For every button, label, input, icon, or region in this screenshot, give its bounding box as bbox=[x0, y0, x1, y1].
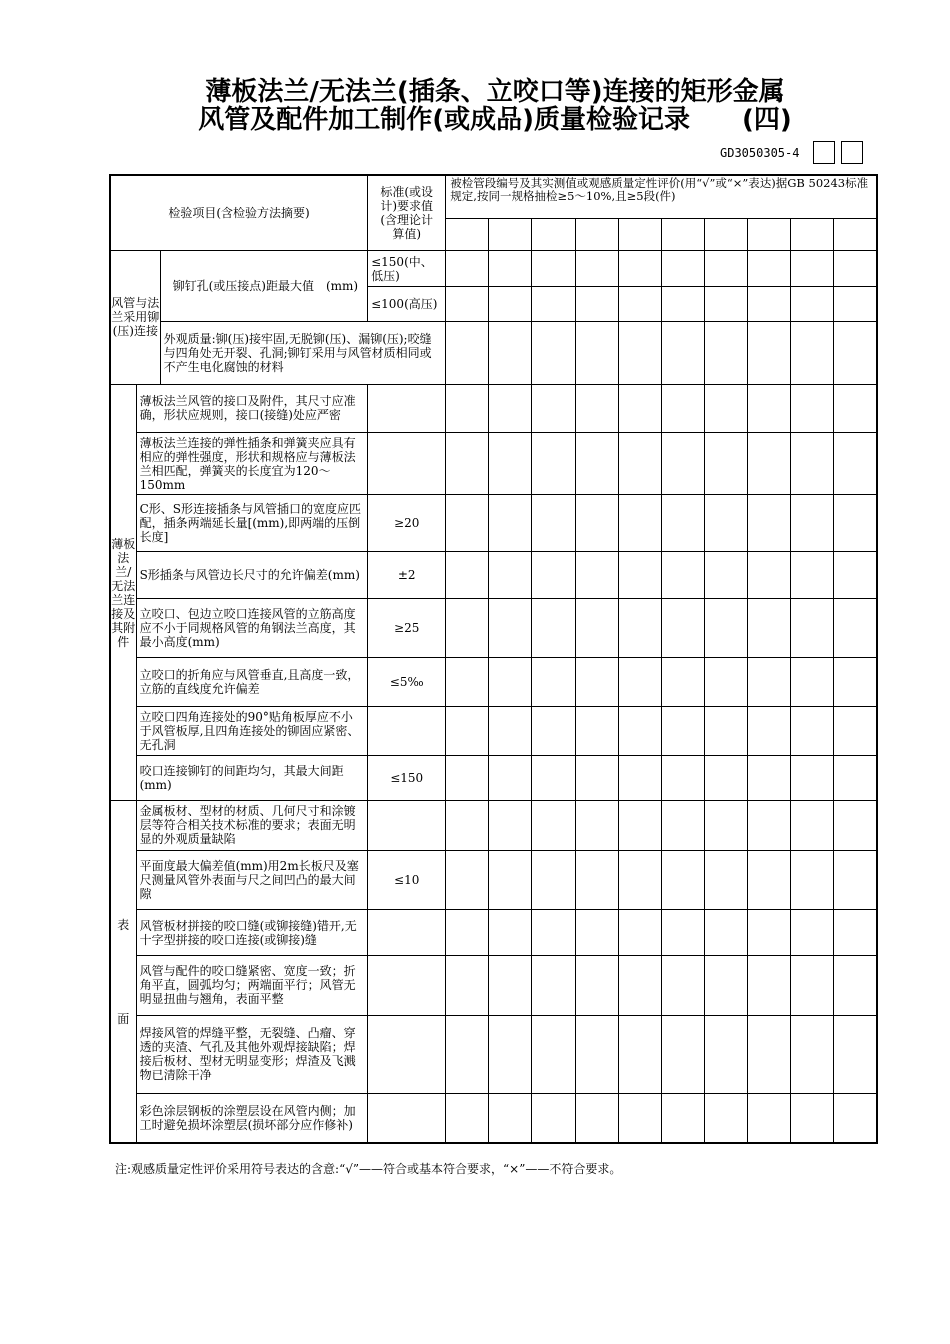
sec2-item-std: ±2 bbox=[368, 551, 446, 598]
sec2-eval-cell[interactable] bbox=[704, 433, 747, 495]
sec1-eval-cell[interactable] bbox=[834, 322, 877, 384]
rivet-label: 铆钉孔(或压接点)距最大值 (mm) bbox=[160, 250, 368, 321]
sec2-eval-cell[interactable] bbox=[446, 384, 489, 432]
header-eval-cell[interactable] bbox=[489, 218, 532, 250]
sec3-eval-cell[interactable] bbox=[618, 801, 661, 850]
header-eval-cell[interactable] bbox=[704, 218, 747, 250]
sec2-item-std bbox=[368, 433, 446, 495]
sec3-eval-cell[interactable] bbox=[704, 909, 747, 955]
sec1-row-low bbox=[110, 250, 877, 286]
header-eval-cell[interactable] bbox=[791, 218, 834, 250]
sec1-label: 风管与法兰采用铆(压)连接 bbox=[110, 250, 160, 384]
sec3-eval-cell[interactable] bbox=[575, 850, 618, 909]
sec2-eval-cell[interactable] bbox=[704, 599, 747, 658]
sec3-eval-cell[interactable] bbox=[747, 850, 790, 909]
sec3-item-text: 平面度最大偏差值(mm)用2m长板尺及塞尺测量风管外表面与尺之间凹凸的最大间隙 bbox=[136, 850, 368, 909]
sec3-eval-cell[interactable] bbox=[791, 909, 834, 955]
sec3-eval-cell[interactable] bbox=[575, 1015, 618, 1093]
title-line-1: 薄板法兰/无法兰(插条、立咬口等)连接的矩形金属 bbox=[205, 77, 785, 107]
sec3-eval-cell[interactable] bbox=[489, 801, 532, 850]
sec1-eval-cell[interactable] bbox=[575, 287, 618, 322]
sec3-eval-cell[interactable] bbox=[446, 1094, 489, 1143]
sec2-item-text: C形、S形连接插条与风管插口的宽度应匹配，插条两端延长量[(mm),即两端的压倒长度] bbox=[136, 495, 368, 551]
sec2-eval-cell[interactable] bbox=[661, 551, 704, 598]
sec2-eval-cell[interactable] bbox=[489, 551, 532, 598]
sec2-eval-cell[interactable] bbox=[661, 706, 704, 755]
sec1-eval-cell[interactable] bbox=[834, 287, 877, 322]
sec2-item-text: 薄板法兰风管的接口及附件，其尺寸应准确，形状应规则，接口(接缝)处应严密 bbox=[136, 384, 368, 432]
sec2-item-std: ≤5‰ bbox=[368, 658, 446, 706]
inspection-table bbox=[109, 174, 878, 1144]
sec3-label-1: 表 bbox=[117, 917, 130, 932]
sec2-item-text: 咬口连接铆钉的间距均匀，其最大间距 (mm) bbox=[136, 756, 368, 801]
sec3-eval-cell[interactable] bbox=[791, 801, 834, 850]
sec2-eval-cell[interactable] bbox=[661, 599, 704, 658]
sec3-eval-cell[interactable] bbox=[704, 1094, 747, 1143]
sec2-eval-cell[interactable] bbox=[791, 384, 834, 432]
sec2-eval-cell[interactable] bbox=[618, 706, 661, 755]
sec1-eval-cell[interactable] bbox=[791, 250, 834, 286]
sec2-eval-cell[interactable] bbox=[704, 756, 747, 801]
sec3-eval-cell[interactable] bbox=[532, 1015, 575, 1093]
sec3-eval-cell[interactable] bbox=[532, 956, 575, 1015]
sec2-item-std: ≤150 bbox=[368, 756, 446, 801]
sec1-eval-cell[interactable] bbox=[446, 250, 489, 286]
sec2-eval-cell[interactable] bbox=[489, 384, 532, 432]
footnote: 注:观感质量定性评价采用符号表达的含意:“√”——符合或基本符合要求，“×”——不符合要求。 bbox=[115, 1162, 622, 1176]
form-code-box-1[interactable] bbox=[813, 141, 835, 164]
sec1-eval-cell[interactable] bbox=[834, 250, 877, 286]
sec2-eval-cell[interactable] bbox=[575, 756, 618, 801]
sec3-eval-cell[interactable] bbox=[704, 850, 747, 909]
sec2-eval-cell[interactable] bbox=[446, 756, 489, 801]
sec1-eval-cell[interactable] bbox=[747, 322, 790, 384]
sec3-eval-cell[interactable] bbox=[747, 801, 790, 850]
sec1-eval-cell[interactable] bbox=[791, 322, 834, 384]
sec3-eval-cell[interactable] bbox=[489, 1015, 532, 1093]
sec2-eval-cell[interactable] bbox=[446, 658, 489, 706]
sec3-eval-cell[interactable] bbox=[446, 801, 489, 850]
sec2-eval-cell[interactable] bbox=[575, 384, 618, 432]
sec2-eval-cell[interactable] bbox=[618, 384, 661, 432]
header-eval-cell[interactable] bbox=[446, 218, 489, 250]
sec1-eval-cell[interactable] bbox=[618, 287, 661, 322]
sec2-eval-cell[interactable] bbox=[575, 495, 618, 551]
sec1-eval-cell[interactable] bbox=[446, 322, 489, 384]
sec3-eval-cell[interactable] bbox=[834, 909, 877, 955]
sec2-row bbox=[110, 433, 877, 495]
sec2-item-text: 薄板法兰连接的弹性插条和弹簧夹应具有相应的弹性强度，形状和规格应与薄板法兰相匹配，弹簧夹的长度宜为120～150mm bbox=[136, 433, 368, 495]
sec3-row bbox=[110, 1094, 877, 1143]
sec3-eval-cell[interactable] bbox=[704, 1015, 747, 1093]
sec1-eval-cell[interactable] bbox=[618, 322, 661, 384]
sec1-eval-cell[interactable] bbox=[747, 287, 790, 322]
sec3-eval-cell[interactable] bbox=[446, 956, 489, 1015]
sec3-eval-cell[interactable] bbox=[489, 956, 532, 1015]
sec2-label: 薄板法兰/无法兰连接及其附件 bbox=[110, 384, 136, 801]
sec3-item-text: 金属板材、型材的材质、几何尺寸和涂镀层等符合相关技术标准的要求；表面无明显的外观质量缺陷 bbox=[136, 801, 368, 850]
sec2-eval-cell[interactable] bbox=[791, 433, 834, 495]
header-eval-cell[interactable] bbox=[661, 218, 704, 250]
sec3-eval-cell[interactable] bbox=[791, 1094, 834, 1143]
sec2-eval-cell[interactable] bbox=[446, 495, 489, 551]
sec2-eval-cell[interactable] bbox=[834, 756, 877, 801]
sec1-eval-cell[interactable] bbox=[704, 287, 747, 322]
sec2-row bbox=[110, 756, 877, 801]
sec3-eval-cell[interactable] bbox=[661, 956, 704, 1015]
sec1-eval-cell[interactable] bbox=[704, 322, 747, 384]
title-line-2: 风管及配件加工制作(或成品)质量检验记录 (四) bbox=[198, 105, 792, 135]
sec2-item-std: ≥20 bbox=[368, 495, 446, 551]
sec2-eval-cell[interactable] bbox=[747, 706, 790, 755]
sec3-item-std: ≤10 bbox=[368, 850, 446, 909]
sec2-eval-cell[interactable] bbox=[834, 433, 877, 495]
sec2-item-std bbox=[368, 706, 446, 755]
sec3-eval-cell[interactable] bbox=[661, 1094, 704, 1143]
sec1-eval-cell[interactable] bbox=[532, 287, 575, 322]
sec2-eval-cell[interactable] bbox=[704, 658, 747, 706]
sec2-eval-cell[interactable] bbox=[834, 658, 877, 706]
sec2-eval-cell[interactable] bbox=[747, 658, 790, 706]
sec2-eval-cell[interactable] bbox=[532, 433, 575, 495]
sec3-eval-cell[interactable] bbox=[834, 850, 877, 909]
sec2-eval-cell[interactable] bbox=[446, 551, 489, 598]
sec3-item-std bbox=[368, 909, 446, 955]
sec2-row bbox=[110, 551, 877, 598]
sec1-eval-cell[interactable] bbox=[618, 250, 661, 286]
sec2-eval-cell[interactable] bbox=[661, 658, 704, 706]
sec2-row bbox=[110, 706, 877, 755]
sec2-item-text: 立咬口、包边立咬口连接风管的立筋高度应不小于同规格风管的角钢法兰高度，其最小高度(mm) bbox=[136, 599, 368, 658]
sec2-eval-cell[interactable] bbox=[532, 706, 575, 755]
header-standard: 标准(或设计)要求值(含理论计算值) bbox=[368, 175, 446, 250]
sec3-eval-cell[interactable] bbox=[532, 1094, 575, 1143]
sec2-eval-cell[interactable] bbox=[791, 599, 834, 658]
sec3-eval-cell[interactable] bbox=[446, 909, 489, 955]
sec3-item-std bbox=[368, 801, 446, 850]
sec2-eval-cell[interactable] bbox=[747, 599, 790, 658]
header-eval: 被检管段编号及其实测值或观感质量定性评价(用“√”或“×”表达)据GB 50243标准规定,按同一规格抽检≥5～10%,且≥5段(件) bbox=[446, 175, 877, 218]
sec3-eval-cell[interactable] bbox=[661, 909, 704, 955]
sec3-eval-cell[interactable] bbox=[489, 850, 532, 909]
sec1-eval-cell[interactable] bbox=[532, 322, 575, 384]
sec3-label-2: 面 bbox=[117, 1011, 130, 1026]
sec3-eval-cell[interactable] bbox=[791, 1015, 834, 1093]
sec2-item-text: S形插条与风管边长尺寸的允许偏差(mm) bbox=[136, 551, 368, 598]
sec3-eval-cell[interactable] bbox=[661, 850, 704, 909]
sec2-eval-cell[interactable] bbox=[575, 599, 618, 658]
sec2-eval-cell[interactable] bbox=[618, 756, 661, 801]
sec3-eval-cell[interactable] bbox=[704, 956, 747, 1015]
sec2-eval-cell[interactable] bbox=[575, 658, 618, 706]
sec3-eval-cell[interactable] bbox=[834, 1094, 877, 1143]
sec3-eval-cell[interactable] bbox=[834, 1015, 877, 1093]
sec3-row bbox=[110, 956, 877, 1015]
sec1-eval-cell[interactable] bbox=[661, 250, 704, 286]
sec3-eval-cell[interactable] bbox=[575, 909, 618, 955]
sec2-eval-cell[interactable] bbox=[489, 599, 532, 658]
sec3-eval-cell[interactable] bbox=[618, 956, 661, 1015]
sec2-row bbox=[110, 495, 877, 551]
sec2-eval-cell[interactable] bbox=[489, 433, 532, 495]
sec3-eval-cell[interactable] bbox=[747, 909, 790, 955]
sec3-eval-cell[interactable] bbox=[704, 801, 747, 850]
sec2-eval-cell[interactable] bbox=[704, 384, 747, 432]
sec2-row bbox=[110, 599, 877, 658]
sec1-eval-cell[interactable] bbox=[661, 322, 704, 384]
sec2-item-text: 立咬口的折角应与风管垂直,且高度一致，立筋的直线度允许偏差 bbox=[136, 658, 368, 706]
sec2-eval-cell[interactable] bbox=[834, 495, 877, 551]
sec1-eval-cell[interactable] bbox=[489, 250, 532, 286]
sec3-label bbox=[110, 801, 136, 1143]
sec2-eval-cell[interactable] bbox=[704, 495, 747, 551]
sec2-eval-cell[interactable] bbox=[747, 384, 790, 432]
sec1-eval-cell[interactable] bbox=[532, 250, 575, 286]
sec2-eval-cell[interactable] bbox=[446, 706, 489, 755]
sec3-eval-cell[interactable] bbox=[532, 850, 575, 909]
sec3-eval-cell[interactable] bbox=[747, 956, 790, 1015]
header-eval-cell[interactable] bbox=[618, 218, 661, 250]
sec2-eval-cell[interactable] bbox=[532, 599, 575, 658]
sec2-eval-cell[interactable] bbox=[747, 756, 790, 801]
sec2-eval-cell[interactable] bbox=[834, 384, 877, 432]
sec3-eval-cell[interactable] bbox=[618, 1015, 661, 1093]
sec3-eval-cell[interactable] bbox=[618, 909, 661, 955]
sec2-row bbox=[110, 658, 877, 706]
form-code-box-2[interactable] bbox=[841, 141, 863, 164]
sec3-eval-cell[interactable] bbox=[661, 1015, 704, 1093]
sec1-appearance: 外观质量:铆(压)接牢固,无脱铆(压)、漏铆(压);咬缝与四角处无开裂、孔洞;铆钉采用与风管材质相同或不产生电化腐蚀的材料 bbox=[160, 322, 446, 384]
sec3-item-std bbox=[368, 1094, 446, 1143]
sec3-eval-cell[interactable] bbox=[834, 801, 877, 850]
sec3-eval-cell[interactable] bbox=[489, 909, 532, 955]
sec1-eval-cell[interactable] bbox=[575, 322, 618, 384]
sec2-eval-cell[interactable] bbox=[791, 658, 834, 706]
sec3-eval-cell[interactable] bbox=[489, 1094, 532, 1143]
sec3-eval-cell[interactable] bbox=[532, 801, 575, 850]
sec1-eval-cell[interactable] bbox=[747, 250, 790, 286]
sec3-item-text: 彩色涂层钢板的涂塑层设在风管内侧；加工时避免损坏涂塑层(损坏部分应作修补) bbox=[136, 1094, 368, 1143]
sec3-eval-cell[interactable] bbox=[747, 1015, 790, 1093]
sec1-eval-cell[interactable] bbox=[704, 250, 747, 286]
sec2-eval-cell[interactable] bbox=[704, 706, 747, 755]
sec3-item-text: 焊接风管的焊缝平整，无裂缝、凸瘤、穿透的夹渣、气孔及其他外观焊接缺陷；焊接后板材、型材无明显变形；焊渣及飞溅物已清除干净 bbox=[136, 1015, 368, 1093]
sec2-item-std: ≥25 bbox=[368, 599, 446, 658]
sec3-eval-cell[interactable] bbox=[575, 801, 618, 850]
header-eval-cell[interactable] bbox=[532, 218, 575, 250]
sec2-eval-cell[interactable] bbox=[747, 433, 790, 495]
sec3-item-std bbox=[368, 956, 446, 1015]
sec2-eval-cell[interactable] bbox=[489, 756, 532, 801]
sec2-eval-cell[interactable] bbox=[704, 551, 747, 598]
sec2-eval-cell[interactable] bbox=[489, 495, 532, 551]
form-code: GD3050305-4 bbox=[720, 146, 800, 160]
sec2-eval-cell[interactable] bbox=[618, 658, 661, 706]
rivet-std-high: ≤100(高压) bbox=[368, 287, 446, 322]
sec1-eval-cell[interactable] bbox=[791, 287, 834, 322]
sec1-eval-cell[interactable] bbox=[489, 287, 532, 322]
sec1-row-appearance bbox=[110, 322, 877, 384]
sec3-eval-cell[interactable] bbox=[575, 1094, 618, 1143]
sec3-row bbox=[110, 801, 877, 850]
sec2-eval-cell[interactable] bbox=[532, 495, 575, 551]
sec3-eval-cell[interactable] bbox=[661, 801, 704, 850]
sec2-eval-cell[interactable] bbox=[575, 433, 618, 495]
sec2-eval-cell[interactable] bbox=[532, 756, 575, 801]
sec2-eval-cell[interactable] bbox=[661, 384, 704, 432]
sec1-eval-cell[interactable] bbox=[661, 287, 704, 322]
sec2-eval-cell[interactable] bbox=[834, 599, 877, 658]
sec2-item-text: 立咬口四角连接处的90°贴角板厚应不小于风管板厚,且四角连接处的铆固应紧密、无孔洞 bbox=[136, 706, 368, 755]
sec2-eval-cell[interactable] bbox=[661, 495, 704, 551]
sec2-eval-cell[interactable] bbox=[532, 551, 575, 598]
sec3-eval-cell[interactable] bbox=[532, 909, 575, 955]
sec2-eval-cell[interactable] bbox=[618, 495, 661, 551]
sec3-eval-cell[interactable] bbox=[791, 850, 834, 909]
sec2-eval-cell[interactable] bbox=[791, 495, 834, 551]
sec2-eval-cell[interactable] bbox=[791, 551, 834, 598]
sec3-row bbox=[110, 850, 877, 909]
sec3-row bbox=[110, 1015, 877, 1093]
sec2-eval-cell[interactable] bbox=[834, 551, 877, 598]
header-eval-cell[interactable] bbox=[834, 218, 877, 250]
sec2-eval-cell[interactable] bbox=[575, 551, 618, 598]
header-eval-cell[interactable] bbox=[747, 218, 790, 250]
sec3-eval-cell[interactable] bbox=[834, 956, 877, 1015]
sec2-eval-cell[interactable] bbox=[791, 706, 834, 755]
sec2-eval-cell[interactable] bbox=[446, 433, 489, 495]
sec3-row bbox=[110, 909, 877, 955]
sec1-eval-cell[interactable] bbox=[489, 322, 532, 384]
sec3-eval-cell[interactable] bbox=[446, 1015, 489, 1093]
sec3-eval-cell[interactable] bbox=[791, 956, 834, 1015]
sec2-eval-cell[interactable] bbox=[747, 495, 790, 551]
sec2-eval-cell[interactable] bbox=[489, 658, 532, 706]
sec3-eval-cell[interactable] bbox=[618, 1094, 661, 1143]
sec1-eval-cell[interactable] bbox=[575, 250, 618, 286]
rivet-std-low: ≤150(中、低压) bbox=[368, 250, 446, 286]
sec2-eval-cell[interactable] bbox=[661, 433, 704, 495]
sec2-eval-cell[interactable] bbox=[532, 384, 575, 432]
sec2-eval-cell[interactable] bbox=[661, 756, 704, 801]
sec2-eval-cell[interactable] bbox=[618, 551, 661, 598]
sec3-eval-cell[interactable] bbox=[575, 956, 618, 1015]
header-item: 检验项目(含检验方法摘要) bbox=[110, 175, 368, 250]
sec3-eval-cell[interactable] bbox=[618, 850, 661, 909]
sec2-eval-cell[interactable] bbox=[747, 551, 790, 598]
sec3-item-text: 风管板材拼接的咬口缝(或铆接缝)错开,无十字型拼接的咬口连接(或铆接)缝 bbox=[136, 909, 368, 955]
sec2-eval-cell[interactable] bbox=[446, 599, 489, 658]
sec2-row bbox=[110, 384, 877, 432]
sec3-item-text: 风管与配件的咬口缝紧密、宽度一致；折角平直，圆弧均匀；两端面平行；风管无明显扭曲与翘角，表面平整 bbox=[136, 956, 368, 1015]
header-eval-cell[interactable] bbox=[575, 218, 618, 250]
sec2-eval-cell[interactable] bbox=[489, 706, 532, 755]
sec2-eval-cell[interactable] bbox=[791, 756, 834, 801]
sec3-eval-cell[interactable] bbox=[747, 1094, 790, 1143]
sec2-eval-cell[interactable] bbox=[575, 706, 618, 755]
sec2-eval-cell[interactable] bbox=[618, 599, 661, 658]
sec3-item-std bbox=[368, 1015, 446, 1093]
sec2-eval-cell[interactable] bbox=[618, 433, 661, 495]
sec2-eval-cell[interactable] bbox=[532, 658, 575, 706]
sec2-eval-cell[interactable] bbox=[834, 706, 877, 755]
sec2-item-std bbox=[368, 384, 446, 432]
sec3-eval-cell[interactable] bbox=[446, 850, 489, 909]
sec1-eval-cell[interactable] bbox=[446, 287, 489, 322]
